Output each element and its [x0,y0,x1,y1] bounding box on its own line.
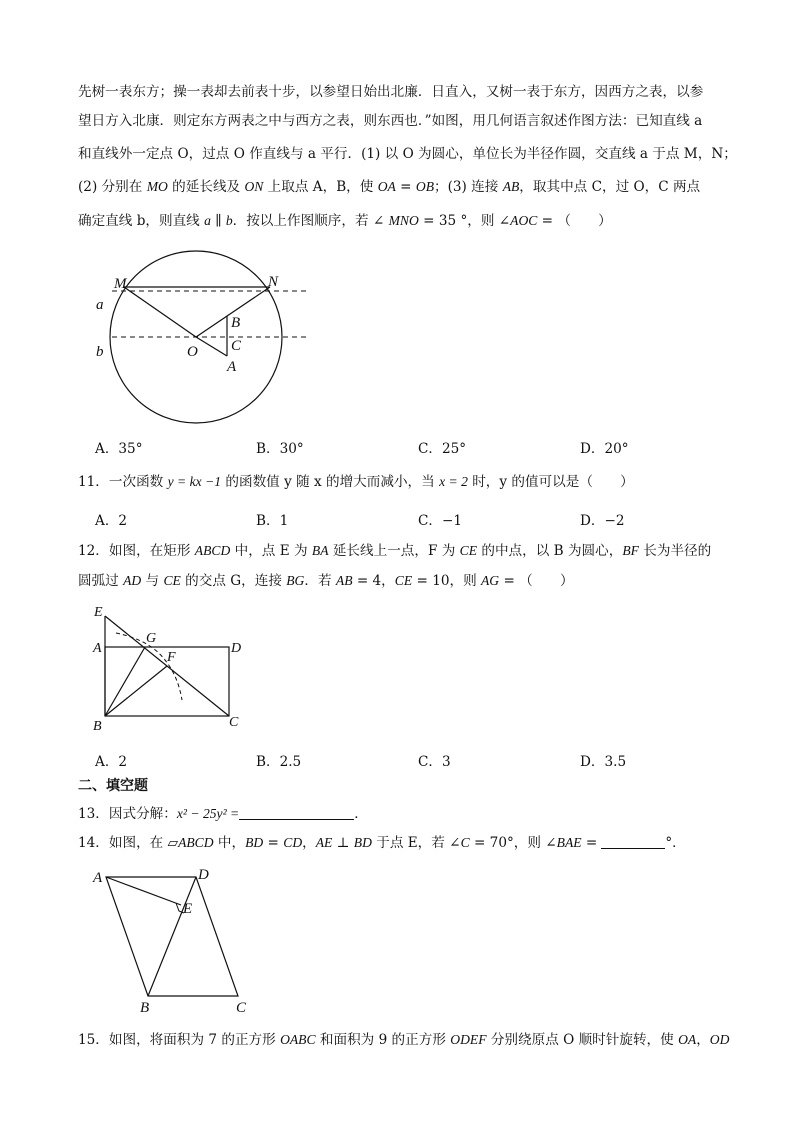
text: °． [665,835,686,851]
text: 确定直线 b，则直线 [78,213,205,229]
question-number: 14． [78,835,109,851]
q10-option-b[interactable]: B．30° [256,441,304,457]
text: 如图，在矩形 [108,543,195,559]
q10-option-a[interactable]: A．35° [95,441,143,457]
question-number: 13． [78,806,109,822]
math: AOC [510,213,538,228]
math: ABCD [194,543,231,558]
math: AB [335,573,353,588]
label-a: a [96,297,104,313]
math: CE [163,573,181,588]
q10-text-line-3: 和直线外一定点 O，过点 O 作直线与 a 平行．(1) 以 O 为圆心，单位长为半径作圆，交直线 a 于点 M，N； [78,146,737,162]
math: OABC [280,1032,316,1047]
text: ⊥ [332,835,354,851]
segment-BG [105,647,145,716]
q12-option-b[interactable]: B．2.5 [256,754,302,770]
text: ．若 [304,573,336,589]
text: ．按以上作图顺序，若 ∠ [232,213,389,229]
text: ． [354,806,368,822]
label-O: O [187,344,198,360]
q10-figure-circle [80,244,320,434]
text: 和面积为 9 的正方形 [315,1032,451,1048]
q12-option-d[interactable]: D．3.5 [580,754,627,770]
label-C: C [236,1000,247,1016]
math: ODEF [450,1032,487,1047]
answer-blank[interactable] [239,805,354,820]
q10-text-line-5 [78,210,750,232]
math: BD [245,835,264,850]
section-heading-fill-in: 二、填空题 [78,778,148,794]
math: MNO [388,213,419,228]
question-number: 12． [78,543,109,559]
text: = （ ） [537,213,612,229]
segment-BF [105,666,167,716]
text: 于点 E，若 ∠ [371,835,461,851]
q11-option-b[interactable]: B．1 [256,513,289,529]
label-C: C [231,338,242,354]
q12-stem-line-1 [78,540,750,562]
q15-stem [78,1029,750,1051]
text: 一次函数 [108,474,168,490]
text: = 10，则 [412,573,481,589]
text: 如图，在 ▱ [108,835,179,851]
label-B: B [93,719,102,734]
text: 的函数值 y 随 x 的增大而减小，当 [221,474,440,490]
text: 圆弧过 [78,573,124,589]
q12-option-a[interactable]: A．2 [95,754,128,770]
text: 与 [141,573,164,589]
label-E: E [94,605,103,620]
q14-stem [78,832,750,854]
math: AE [315,835,333,850]
text: 上取点 A，B，使 [263,179,378,195]
math: CD [283,835,303,850]
text: ∥ [210,213,226,229]
text: 的中点，以 B 为圆心， [477,543,623,559]
math: AD [123,573,142,588]
text: = 35 °，则 ∠ [418,213,511,229]
q12-figure-rectangle [88,600,248,740]
text: = [581,835,598,851]
text: ，取其中点 C，过 O，C 两点 [519,179,701,195]
text: 的交点 G，连接 [180,573,287,589]
math: x² − 25y² = [176,806,240,821]
label-A: A [227,359,237,375]
math: AG [481,573,500,588]
math: b [225,213,233,228]
math: BAE [556,835,582,850]
q14-figure-parallelogram [88,860,258,1020]
segment-MO [124,287,196,337]
math: BG [286,573,305,588]
question-number: 15． [78,1032,109,1048]
math: OA [377,179,396,194]
math: CE [394,573,413,588]
q11-option-d[interactable]: D．−2 [580,513,625,529]
label-C: C [229,715,239,730]
text: = 4， [352,573,395,589]
text: = （ ） [499,573,574,589]
q11-stem [78,471,750,493]
text: 延长线上一点，F 为 [328,543,460,559]
label-D: D [198,867,209,883]
label-D: D [231,641,242,656]
segment-AE [106,877,181,905]
segment-OA [196,337,227,356]
label-G: G [146,631,157,646]
math: ON [244,179,264,194]
text: = [263,835,284,851]
label-b: b [96,344,104,360]
text: 因式分解： [108,806,177,822]
label-A: A [93,870,103,886]
q12-stem-line-2 [78,570,750,592]
math: BA [311,543,329,558]
label-F: F [167,650,176,665]
answer-blank[interactable] [601,834,665,849]
q11-option-c[interactable]: C．−1 [418,513,463,529]
math: BD [353,835,372,850]
text: 的延长线及 [167,179,245,195]
math: CE [459,543,478,558]
math: BF [622,543,639,558]
math: ABCD [178,835,214,850]
q11-option-a[interactable]: A．2 [95,513,128,529]
math: OB [415,179,434,194]
math: a [204,213,211,228]
q10-text-line-2: 望日方入北康．则定东方两表之中与西方之表，则东西也．”如图，用几何语言叙述作图方法：已知直线 a [78,113,703,129]
text: ， [302,835,316,851]
math: x = 2 [439,474,468,489]
text: 分别绕原点 O 顺时针旋转，使 [486,1032,679,1048]
q12-option-c[interactable]: C．3 [418,754,451,770]
q10-option-d[interactable]: D．20° [580,441,629,457]
math: OD [709,1032,730,1047]
text: 时，y 的值可以是（ ） [467,474,634,490]
q10-option-c[interactable]: C．25° [418,441,467,457]
label-M: M [114,276,127,292]
label-B: B [140,1000,150,1016]
math: AB [502,179,520,194]
math: y = kx −1 [167,474,222,489]
math: MO [146,179,168,194]
label-E: E [183,901,193,917]
text: ；(3) 连接 [434,179,503,195]
text: 中，点 E 为 [230,543,312,559]
question-number: 11． [78,474,109,490]
math: OA [678,1032,697,1047]
q10-text-line-1: 先树一表东方；操一表却去前表十步，以参望日始出北廉．日直入，又树一表于东方，因西方之表，以参 [78,84,704,100]
text: = [395,179,416,195]
text: 长为半径的 [638,543,712,559]
q13-stem [78,803,750,825]
text: = 70°，则 ∠ [469,835,557,851]
text: 如图，将面积为 7 的正方形 [108,1032,281,1048]
text: 中， [213,835,246,851]
q10-text-line-4 [78,176,750,198]
label-B: B [231,315,241,331]
text: ， [696,1032,710,1048]
label-N: N [268,274,279,290]
text: (2) 分别在 [78,179,147,195]
label-A: A [93,641,102,656]
math: C [460,835,470,850]
